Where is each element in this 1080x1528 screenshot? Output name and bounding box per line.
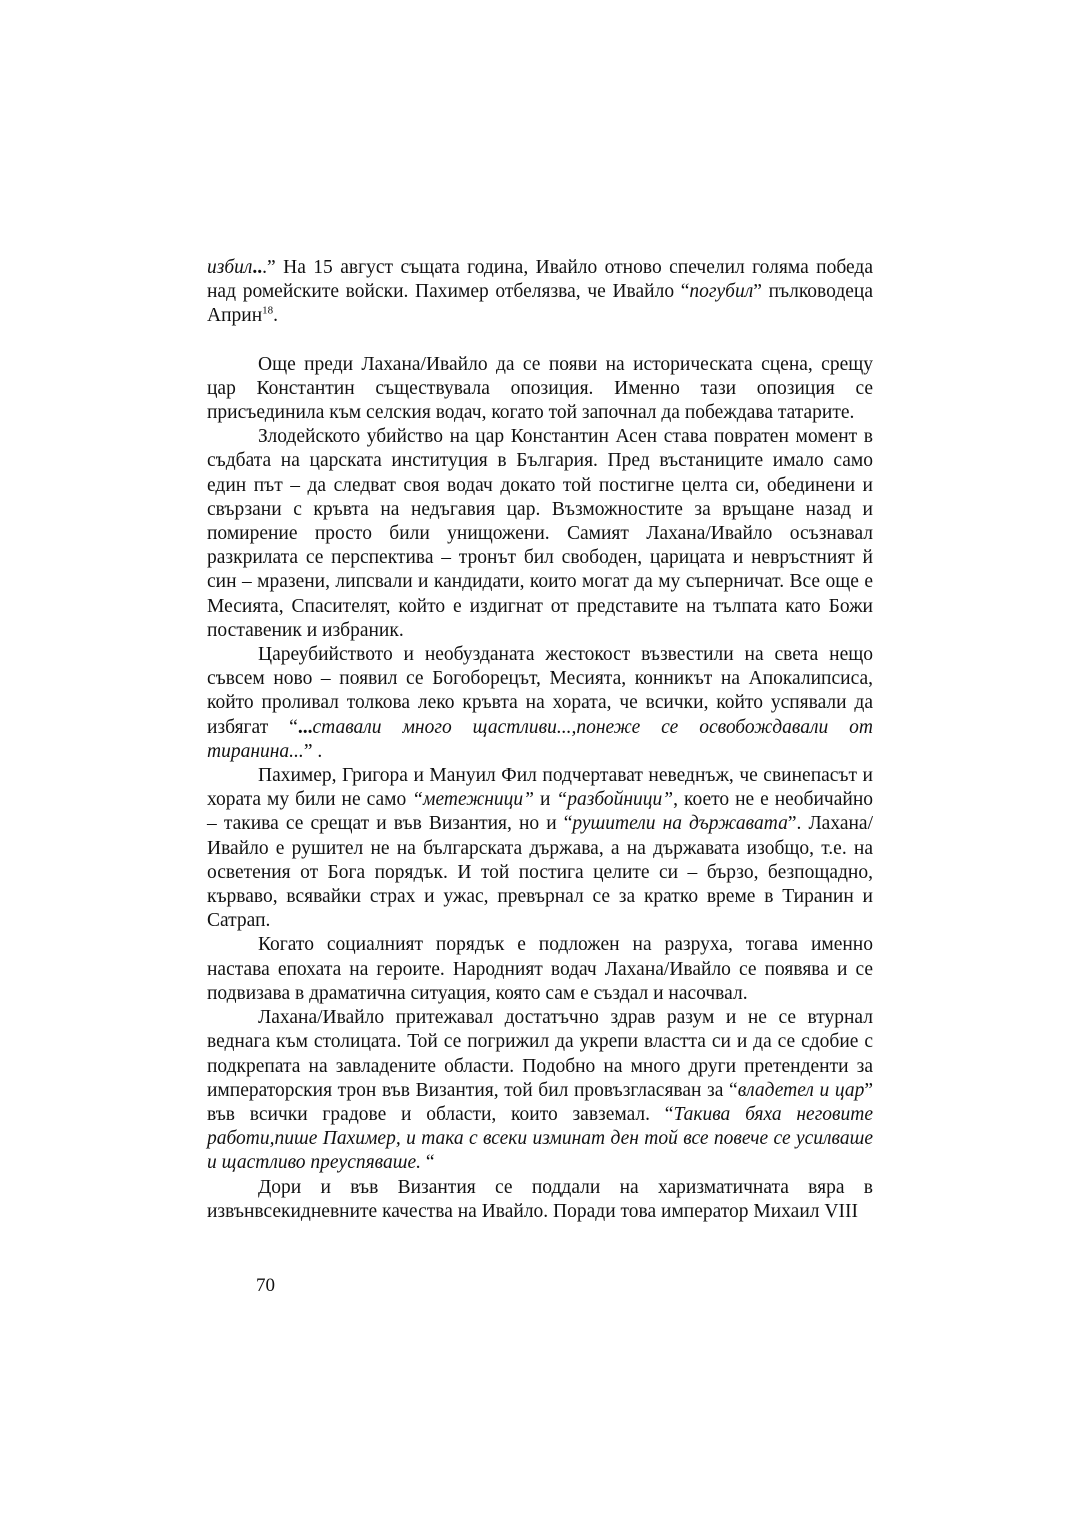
paragraph-6: Когато социалният порядък е подложен на разруха, тогава именно настава епохата на героите. Народният водач Лахана/Ивайло се появява и се подвизава в драматична ситуация, която сам е създал и насочвал. — [207, 934, 873, 1004]
italic-phrase: “метежници” — [412, 789, 535, 811]
text-run: ” . — [303, 740, 323, 762]
italic-quote: Такива бяха неговите работи,пише Пахимер, и така с всеки изминат ден той все повече се усилваше и щастливо преуспяваше. — [207, 1103, 874, 1174]
italic-phrase: “разбойници” — [556, 789, 674, 811]
paragraph-7 — [207, 1006, 873, 1175]
paragraph-2: Още преди Лахана/Ивайло да се появи на историческата сцена, срещу цар Константин съществувала опозиция. Именно тази опозиция се присъединила към селския водач, когато той започнал да побеждава татарите. — [207, 353, 873, 424]
text-run: ” във всички градове и области, които завземал. “ — [207, 1079, 873, 1125]
body-text — [207, 256, 873, 1224]
italic-phrase: избил — [207, 257, 253, 278]
text-run: . — [273, 305, 279, 327]
text-run: ”. Лахана/Ивайло е рушител не на българската държава, а на държавата изобщо, т.е. на осветения от Бога порядък. И той постига целите си – бързо, безпощадно, кърваво, всявайки страх и ужас, превърнал се за кратко време в Тиранин и Сатрап. — [207, 813, 873, 932]
italic-phrase: рушители на държавата — [572, 813, 788, 835]
text-run: Лахана/Ивайло притежавал достатъчно здрав разум и не се втурнал веднага към столицата. Той се погрижил да укрепи властта си и да се сдобие с подкрепата на завладените области. Подобно на много други претенденти за императорския трон във Византия, той бил провъзгласяван за “ — [207, 1007, 873, 1101]
italic-phrase: владетел и цар — [737, 1079, 865, 1101]
text-run: Пахимер, Григора и Мануил Фил подчертават неведнъж, че свинепасът и хората му били не само — [207, 765, 873, 811]
text-run: и — [534, 789, 557, 811]
paragraph-5 — [207, 764, 873, 933]
text-run: Цареубийството и необузданата жестокост възвестили на света нещо съвсем ново – появил се Богоборецът, Месията, конникът на Апокалипсиса, който проливал толкова леко кръвта на хората, че всички, който успявали да избягат “ — [207, 644, 873, 738]
footnote-reference: 18 — [262, 304, 274, 317]
ellipsis: ... — [297, 716, 313, 738]
paragraph-1 — [207, 256, 873, 329]
text-run: , което не е необичайно – такива се срещат и във Византия, но и “ — [207, 789, 874, 835]
text-run: “ — [421, 1152, 435, 1174]
page-number: 70 — [256, 1275, 275, 1296]
ellipsis: .. — [252, 257, 263, 278]
paragraph-4 — [207, 643, 873, 764]
paragraph-8: Дори и във Византия се поддали на харизматичната вяра в извънвсекидневните качества на Ивайло. Поради това император Михаил VIII — [207, 1176, 873, 1222]
italic-phrase: погубил — [689, 281, 754, 303]
paragraph-3: Злодейското убийство на цар Константин Асен става повратен момент в съдбата на царската институция в България. Пред въстаниците имало само един път – да следват своя водач докато той постигне целта си, обединени и свързани с кръвта на недъгавия цар. Възможностите за връщане назад и помирение просто били унищожени. Самият Лахана/Ивайло осъзнавал разкрилата се перспектива – тронът бил свободен, царицата и невръстният й син – мразени, липсвали и кандидати, които могат да му съперничат. Все още е Месията, Спасителят, който е издигнат от представите на тълпата като Божи поставеник и избраник. — [207, 426, 873, 641]
text-run: .” На 15 август същата година, Ивайло отново спечелил голяма победа над ромейските войски. Пахимер отбелязва, че Ивайло “ — [207, 257, 873, 303]
italic-quote: ставали много щастливи...,понеже се освобождавали от тиранина... — [207, 716, 874, 762]
text-run: ” пълководеца Априн — [207, 281, 873, 327]
